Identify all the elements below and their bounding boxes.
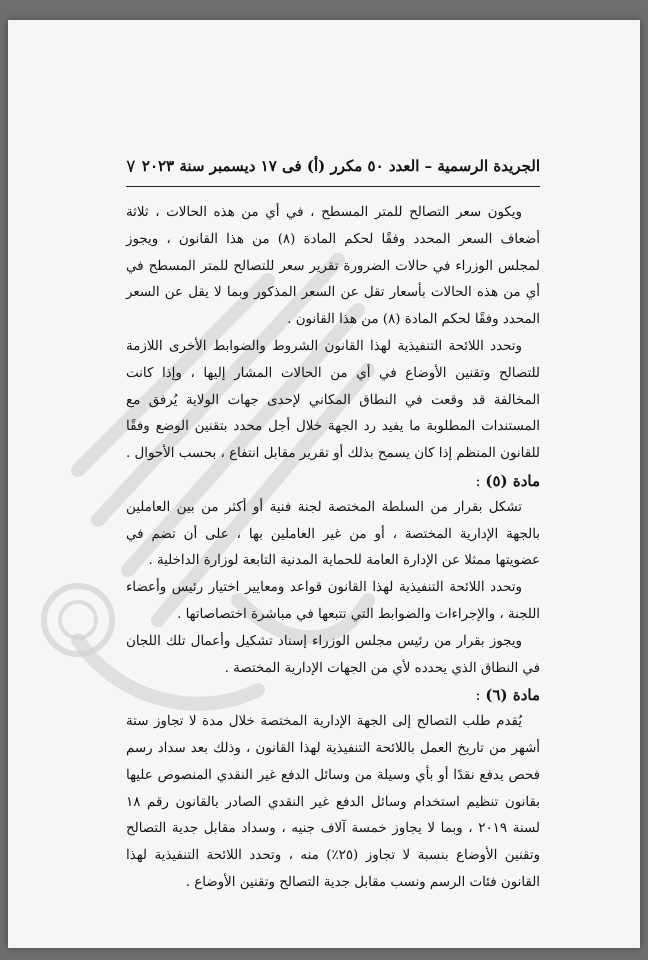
paragraph-2: وتحدد اللائحة التنفيذية لهذا القانون الشروط والضوابط الأخرى اللازمة للتصالح وتقنين الأوضاع في أي من الحالات المشار إليها ، وإذا كانت المخالفة قد وقعت في النطاق المكاني لإحدى جهات الولاية يُرفق مع المستندات المطلوبة ما يفيد رد الجهة خلال أجل محدد بتقنين الوضع وفقًا للقانون المنظم إذا كان يسمح بذلك أو تقرير مقابل انتفاع ، بحسب الأحوال .	[126, 338, 540, 462]
gazette-page	[8, 20, 640, 948]
page-header	[126, 146, 540, 187]
article-6-heading	[126, 682, 540, 709]
page-number: ٧	[126, 155, 136, 177]
article-5-paragraph-2: وتحدد اللائحة التنفيذية لهذا القانون قواعد ومعايير اختيار رئيس وأعضاء اللجنة ، والإجراءات والضوابط التي تتبعها في مباشرة اختصاصاتها .	[126, 580, 540, 622]
article-6-title: مادة (٦)	[485, 686, 540, 705]
article-6-colon: :	[475, 686, 486, 705]
body-text	[126, 200, 540, 897]
article-5-colon: :	[475, 471, 486, 490]
article-6-paragraph-1: يُقدم طلب التصالح إلى الجهة الإدارية المختصة خلال مدة لا تجاوز ستة أشهر من تاريخ العمل باللائحة التنفيذية لهذا القانون ، وذلك بعد سداد رسم فحص يدفع نقدًا أو بأي وسيلة من وسائل الدفع غير النقدي المنصوص عليها بقانون تنظيم استخدام وسائل الدفع غير النقدي الصادر بالقانون رقم ١٨ لسنة ٢٠١٩ ، وبما لا يجاوز خمسة آلاف جنيه ، وسداد مقابل جدية التصالح وتقنين الأوضاع بنسبة لا تجاوز (٢٥٪) منه ، وتحدد اللائحة التنفيذية لهذا القانون فئات الرسم ونسب مقابل جدية التصالح وتقنين الأوضاع .	[126, 714, 540, 890]
paragraph-1: ويكون سعر التصالح للمتر المسطح ، في أي من هذه الحالات ، ثلاثة أضعاف السعر المحدد وفقًا لحكم المادة (٨) من هذا القانون ، ويجوز لمجلس الوزراء في حالات الضرورة تقرير سعر للتصالح للمتر المسطح في أي من هذه الحالات بأسعار تقل عن السعر المذكور وبما لا يقل عن السعر المحدد وفقًا لحكم المادة (٨) من هذا القانون .	[126, 205, 540, 328]
gazette-title: الجريدة الرسمية – العدد ٥٠ مكرر (أ) فى ١٧ ديسمبر سنة ٢٠٢٣	[141, 157, 540, 175]
article-5-paragraph-3: ويجوز بقرار من رئيس مجلس الوزراء إسناد تشكيل وأعمال تلك اللجان في النطاق الذي يحدده لأي من الجهات الإدارية المختصة .	[126, 633, 540, 676]
article-5-title: مادة (٥)	[485, 471, 540, 490]
article-5-paragraph-1: تشكل بقرار من السلطة المختصة لجنة فنية أو أكثر من بين العاملين بالجهة الإدارية المختصة ، أو من غير العاملين بها ، على أن تضم في عضويتها ممثلا عن الإدارة العامة للحماية المدنية التابعة لوزارة الداخلية .	[126, 499, 540, 569]
article-5-heading	[126, 468, 540, 495]
